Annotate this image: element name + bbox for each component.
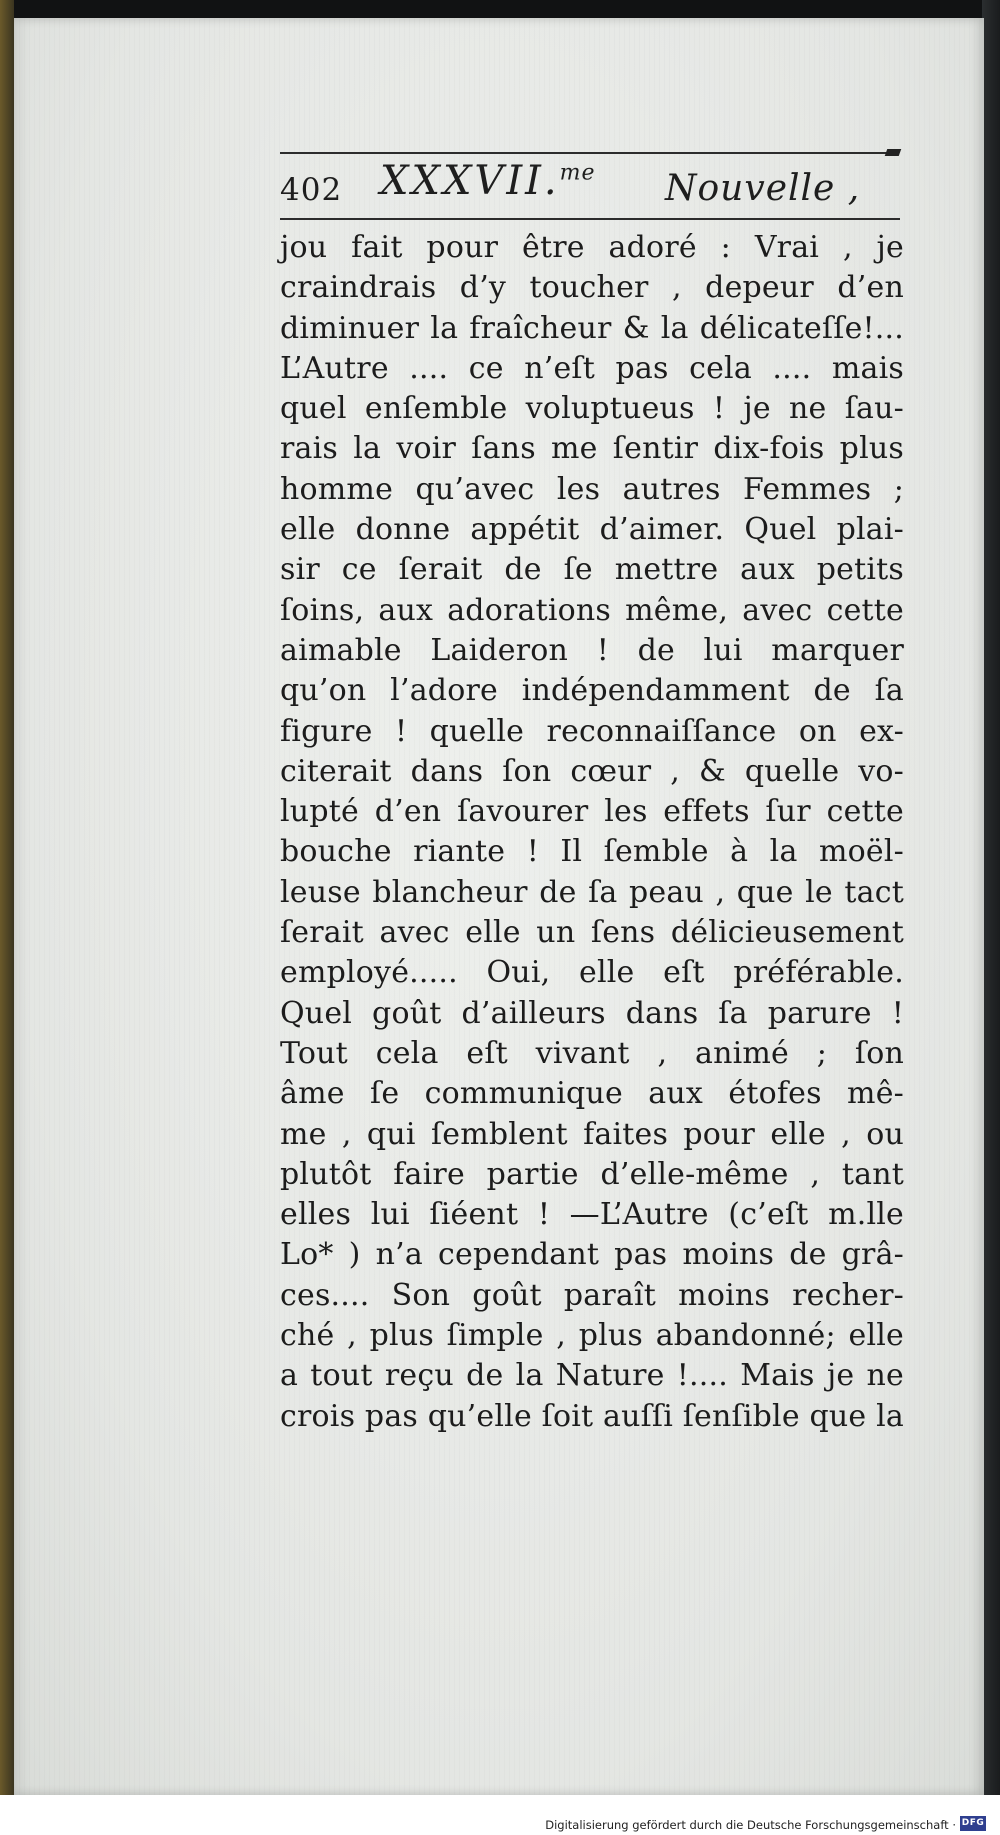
text-line: L’Autre .... ce n’eſt pas cela .... mais — [280, 350, 904, 386]
text-line: Tout cela eſt vivant , animé ; ſon — [280, 1035, 904, 1071]
scan-top-edge — [0, 0, 1000, 18]
title-numeral: XXXVII. — [380, 158, 560, 204]
book-spine-edge — [0, 0, 14, 1835]
running-header — [280, 150, 900, 216]
text-line: ſoins, aux adorations même, avec cette — [280, 592, 904, 628]
text-line: quel enſemble voluptueus ! je ne ſau- — [280, 391, 904, 427]
text-line: aimable Laideron ! de lui marquer — [280, 632, 904, 668]
text-line: diminuer la fraîcheur & la délicateſſe!... — [280, 310, 904, 346]
digitization-credit: Digitalisierung gefördert durch die Deutsche Forschungsgemeinschaft · — [545, 1818, 956, 1832]
text-line: qu’on l’adore indépendamment de ſa — [280, 673, 904, 709]
scan-right-edge — [982, 0, 1000, 1835]
header-rule-bottom — [280, 218, 900, 220]
text-line: elle donne appétit d’aimer. Quel plai- — [280, 512, 904, 548]
text-line: lupté d’en ſavourer les effets ſur cette — [280, 794, 904, 830]
text-line: bouche riante ! Il ſemble à la moël- — [280, 834, 904, 870]
page-number: 402 — [280, 172, 343, 208]
text-line: ces.... Son goût paraît moins recher- — [280, 1277, 904, 1313]
text-line: elles lui ſiéent ! —L’Autre (c’eſt m.lle — [280, 1197, 904, 1233]
text-line: ché , plus ſimple , plus abandonné; elle — [280, 1318, 904, 1354]
running-title-word: Nouvelle , — [665, 168, 861, 209]
text-line: homme qu’avec les autres Femmes ; — [280, 471, 904, 507]
text-line: Quel goût d’ailleurs dans ſa parure ! — [280, 995, 904, 1031]
text-line: employé..... Oui, elle eſt préférable. — [280, 955, 904, 991]
dfg-logo: DFG — [960, 1816, 986, 1831]
running-title-numeral — [380, 158, 596, 204]
text-line: plutôt faire partie d’elle-même , tant — [280, 1156, 904, 1192]
text-line: jou fait pour être adoré : Vrai , je — [280, 230, 904, 265]
text-line: figure ! quelle reconnaiſſance on ex- — [280, 713, 904, 749]
title-superscript: me — [559, 160, 596, 186]
text-line: âme ſe communique aux étofes mê- — [280, 1076, 904, 1112]
text-line: sir ce ſerait de ſe mettre aux petits — [280, 552, 904, 588]
text-line: craindrais d’y toucher , depeur d’en — [280, 270, 904, 306]
text-line: a tout reçu de la Nature !.... Mais je ne — [280, 1358, 904, 1394]
text-line: leuse blancheur de ſa peau , que le tact — [280, 874, 904, 910]
text-line: me , qui ſemblent faites pour elle , ou — [280, 1116, 904, 1152]
text-line: rais la voir ſans me ſentir dix-fois plus — [280, 431, 904, 467]
text-line: ſerait avec elle un ſens délicieusement — [280, 915, 904, 951]
body-text — [280, 228, 904, 1437]
text-line: crois pas qu’elle ſoit auſſi ſenſible que la — [280, 1398, 905, 1434]
text-line: Lo* ) n’a cependant pas moins de grâ- — [280, 1237, 904, 1273]
text-line: citerait dans ſon cœur , & quelle vo- — [280, 753, 904, 789]
